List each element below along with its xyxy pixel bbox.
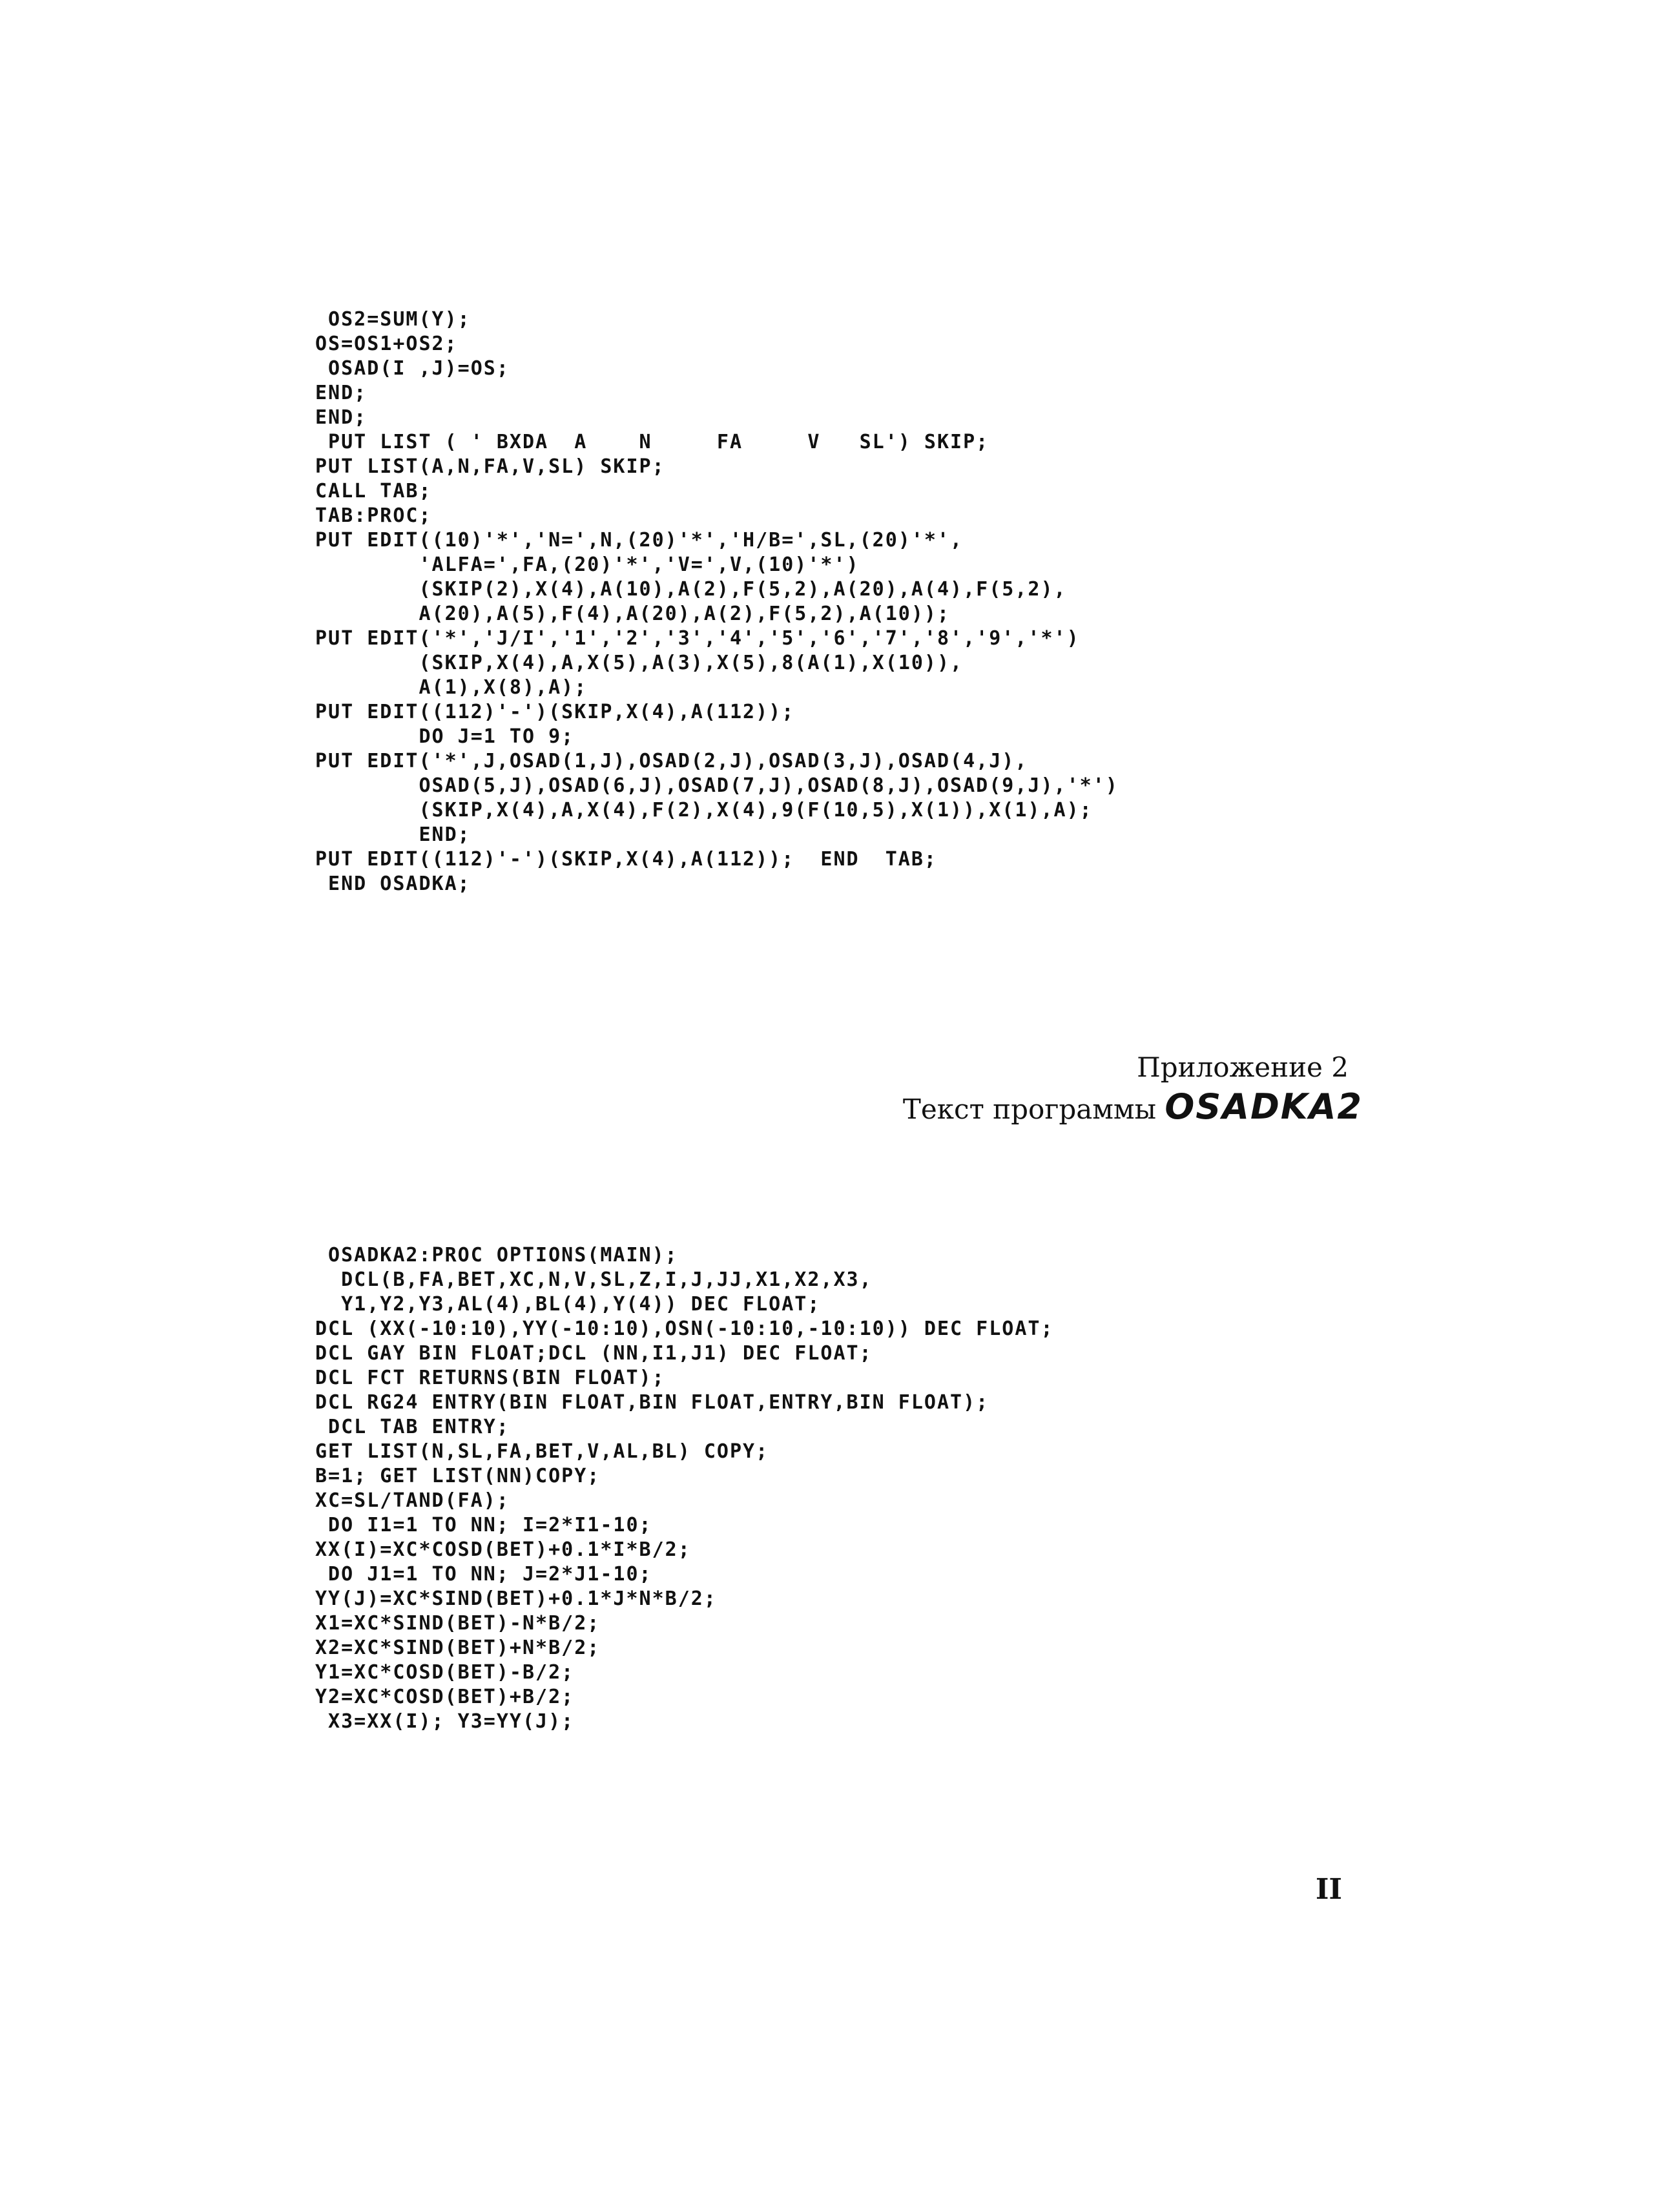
code-line: X3=XX(I); Y3=YY(J); bbox=[315, 1710, 575, 1733]
code-listing-osadka-end bbox=[315, 307, 1119, 896]
code-line: (SKIP,X(4),A,X(5),A(3),X(5),8(A(1),X(10)), bbox=[315, 652, 964, 674]
code-line: DCL(B,FA,BET,XC,N,V,SL,Z,I,J,JJ,X1,X2,X3, bbox=[315, 1268, 873, 1291]
code-line: OS2=SUM(Y); bbox=[315, 308, 471, 331]
code-line: (SKIP(2),X(4),A(10),A(2),F(5,2),A(20),A(4),F(5,2), bbox=[315, 578, 1067, 601]
code-line: PUT EDIT('*','J/I','1','2','3','4','5','6','7','8','9','*') bbox=[315, 627, 1080, 650]
code-line: DCL RG24 ENTRY(BIN FLOAT,BIN FLOAT,ENTRY,BIN FLOAT); bbox=[315, 1391, 989, 1414]
code-line: END; bbox=[315, 406, 368, 429]
code-line: DCL (XX(-10:10),YY(-10:10),OSN(-10:10,-10:10)) DEC FLOAT; bbox=[315, 1318, 1054, 1340]
code-line: DO I1=1 TO NN; I=2*I1-10; bbox=[315, 1514, 652, 1536]
code-line: END; bbox=[315, 823, 471, 846]
code-line: Y2=XC*COSD(BET)+B/2; bbox=[315, 1686, 575, 1708]
code-line: PUT EDIT((112)'-')(SKIP,X(4),A(112)); bbox=[315, 701, 795, 723]
code-line: DO J=1 TO 9; bbox=[315, 725, 575, 748]
code-listing-osadka2 bbox=[315, 1243, 1054, 1734]
page-number: II bbox=[1315, 1873, 1342, 1906]
code-line: OSAD(I ,J)=OS; bbox=[315, 357, 510, 380]
code-line: DCL TAB ENTRY; bbox=[315, 1416, 510, 1438]
code-line: PUT EDIT('*',J,OSAD(1,J),OSAD(2,J),OSAD(3,J),OSAD(4,J), bbox=[315, 750, 1028, 772]
code-line: OS=OS1+OS2; bbox=[315, 333, 458, 355]
code-line: CALL TAB; bbox=[315, 480, 432, 502]
code-line: (SKIP,X(4),A,X(4),F(2),X(4),9(F(10,5),X(1)),X(1),A); bbox=[315, 799, 1093, 822]
code-line: 'ALFA=',FA,(20)'*','V=',V,(10)'*') bbox=[315, 553, 860, 576]
code-line: PUT LIST ( ' BXDA A N FA V SL') SKIP; bbox=[315, 431, 989, 453]
code-line: DCL FCT RETURNS(BIN FLOAT); bbox=[315, 1367, 665, 1389]
code-line: PUT EDIT((10)'*','N=',N,(20)'*','H/B=',SL,(20)'*', bbox=[315, 529, 964, 552]
code-line: DO J1=1 TO NN; J=2*J1-10; bbox=[315, 1563, 652, 1586]
code-line: PUT EDIT((112)'-')(SKIP,X(4),A(112)); END TAB; bbox=[315, 848, 937, 871]
code-line: A(1),X(8),A); bbox=[315, 676, 588, 699]
code-line: OSADKA2:PROC OPTIONS(MAIN); bbox=[315, 1244, 678, 1266]
code-line: PUT LIST(A,N,FA,V,SL) SKIP; bbox=[315, 455, 665, 478]
code-line: A(20),A(5),F(4),A(20),A(2),F(5,2),A(10)); bbox=[315, 603, 951, 625]
listing-title-prefix: Текст программы bbox=[902, 1093, 1165, 1125]
code-line: X1=XC*SIND(BET)-N*B/2; bbox=[315, 1612, 601, 1635]
code-line: XX(I)=XC*COSD(BET)+0.1*I*B/2; bbox=[315, 1538, 691, 1561]
code-line: GET LIST(N,SL,FA,BET,V,AL,BL) COPY; bbox=[315, 1440, 769, 1463]
code-line: Y1=XC*COSD(BET)-B/2; bbox=[315, 1661, 575, 1684]
code-line: OSAD(5,J),OSAD(6,J),OSAD(7,J),OSAD(8,J),OSAD(9,J),'*') bbox=[315, 774, 1119, 797]
code-line: XC=SL/TAND(FA); bbox=[315, 1489, 510, 1512]
program-name: OSADKA2 bbox=[1165, 1086, 1363, 1127]
code-line: END; bbox=[315, 382, 368, 404]
code-line: DCL GAY BIN FLOAT;DCL (NN,I1,J1) DEC FLOAT; bbox=[315, 1342, 873, 1365]
listing-title bbox=[903, 1086, 1363, 1127]
code-line: Y1,Y2,Y3,AL(4),BL(4),Y(4)) DEC FLOAT; bbox=[315, 1293, 821, 1316]
code-line: B=1; GET LIST(NN)COPY; bbox=[315, 1465, 601, 1487]
code-line: YY(J)=XC*SIND(BET)+0.1*J*N*B/2; bbox=[315, 1587, 717, 1610]
code-line: TAB:PROC; bbox=[315, 504, 432, 527]
code-line: X2=XC*SIND(BET)+N*B/2; bbox=[315, 1637, 601, 1659]
code-line: END OSADKA; bbox=[315, 873, 471, 895]
appendix-label: Приложение 2 bbox=[1137, 1051, 1349, 1083]
